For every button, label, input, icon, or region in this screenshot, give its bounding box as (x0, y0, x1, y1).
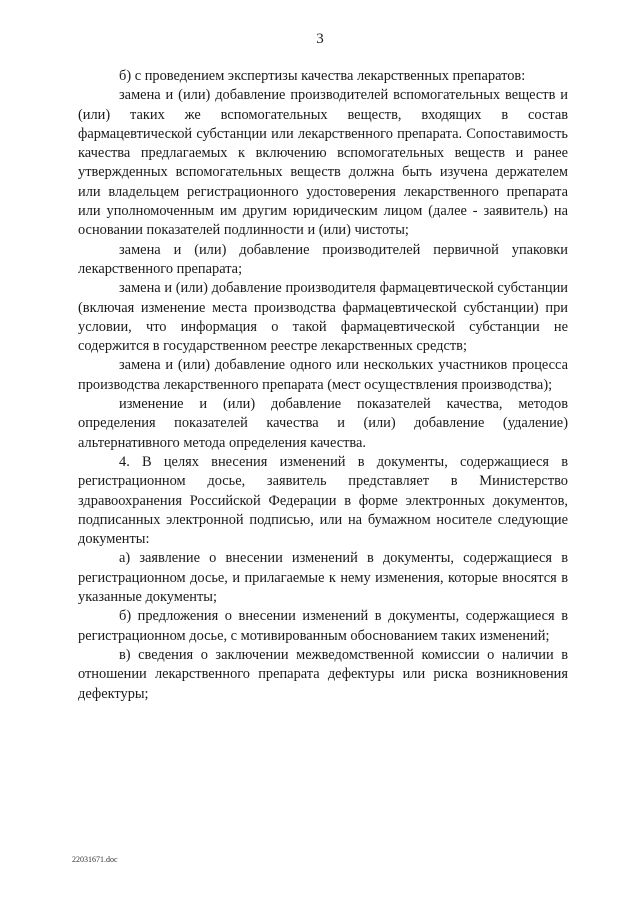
paragraph-production-participants: замена и (или) добавление одного или нескольких участников процесса производства лекарственного препарата (мест осуществления производства); (78, 357, 568, 393)
paragraph-substance-producer: замена и (или) добавление производителя фармацевтической субстанции (включая изменение места производства фармацевтической субстанции) при условии, что информация о такой фармацевтической субстанции не содержится в государственном реестре лекарственных средств; (78, 280, 568, 355)
paragraph-b-expertise: б) с проведением экспертизы качества лекарственных препаратов: (119, 68, 526, 84)
page-number: 3 (316, 31, 324, 47)
paragraph-4-documents: 4. В целях внесения изменений в документы, содержащиеся в регистрационном досье, заявитель представляет в Министерство здравоохранения Российской Федерации в форме электронных документов, подписанных электронной подписью, или на бумажном носителе следующие документы: (78, 453, 568, 548)
paragraph-quality-indicators: изменение и (или) добавление показателей качества, методов определения показателей качества и (или) добавление (удаление) альтернативного метода определения качества. (78, 396, 568, 451)
document-body (78, 67, 568, 704)
paragraph-primary-packaging: замена и (или) добавление производителей первичной упаковки лекарственного препарата; (78, 241, 568, 277)
footer-filename: 22031671.doc (72, 855, 118, 864)
paragraph-v-commission: в) сведения о заключении межведомственной комиссии о наличии в отношении лекарственного препарата дефектуры или риска возникновения дефектуры; (78, 646, 568, 702)
paragraph-a-application: а) заявление о внесении изменений в документы, содержащиеся в регистрационном досье, и прилагаемые к нему изменения, которые вносятся в указанные документы; (78, 550, 568, 606)
paragraph-b-proposals: б) предложения о внесении изменений в документы, содержащиеся в регистрационном досье, с мотивированным обоснованием таких изменений; (78, 608, 568, 644)
paragraph-excipient-producers: замена и (или) добавление производителей вспомогательных веществ и (или) таких же вспомогательных веществ, входящих в состав фармацевтической субстанции или лекарственного препарата. Сопоставимость качества предлагаемых к включению вспомогательных веществ и ранее утвержденных вспомогательных веществ должна быть изучена держателем или владельцем регистрационного удостоверения лекарственного препарата или уполномоченным им другим юридическим лицом (далее - заявитель) на основании показателей подлинности и (или) чистоты; (78, 87, 568, 239)
